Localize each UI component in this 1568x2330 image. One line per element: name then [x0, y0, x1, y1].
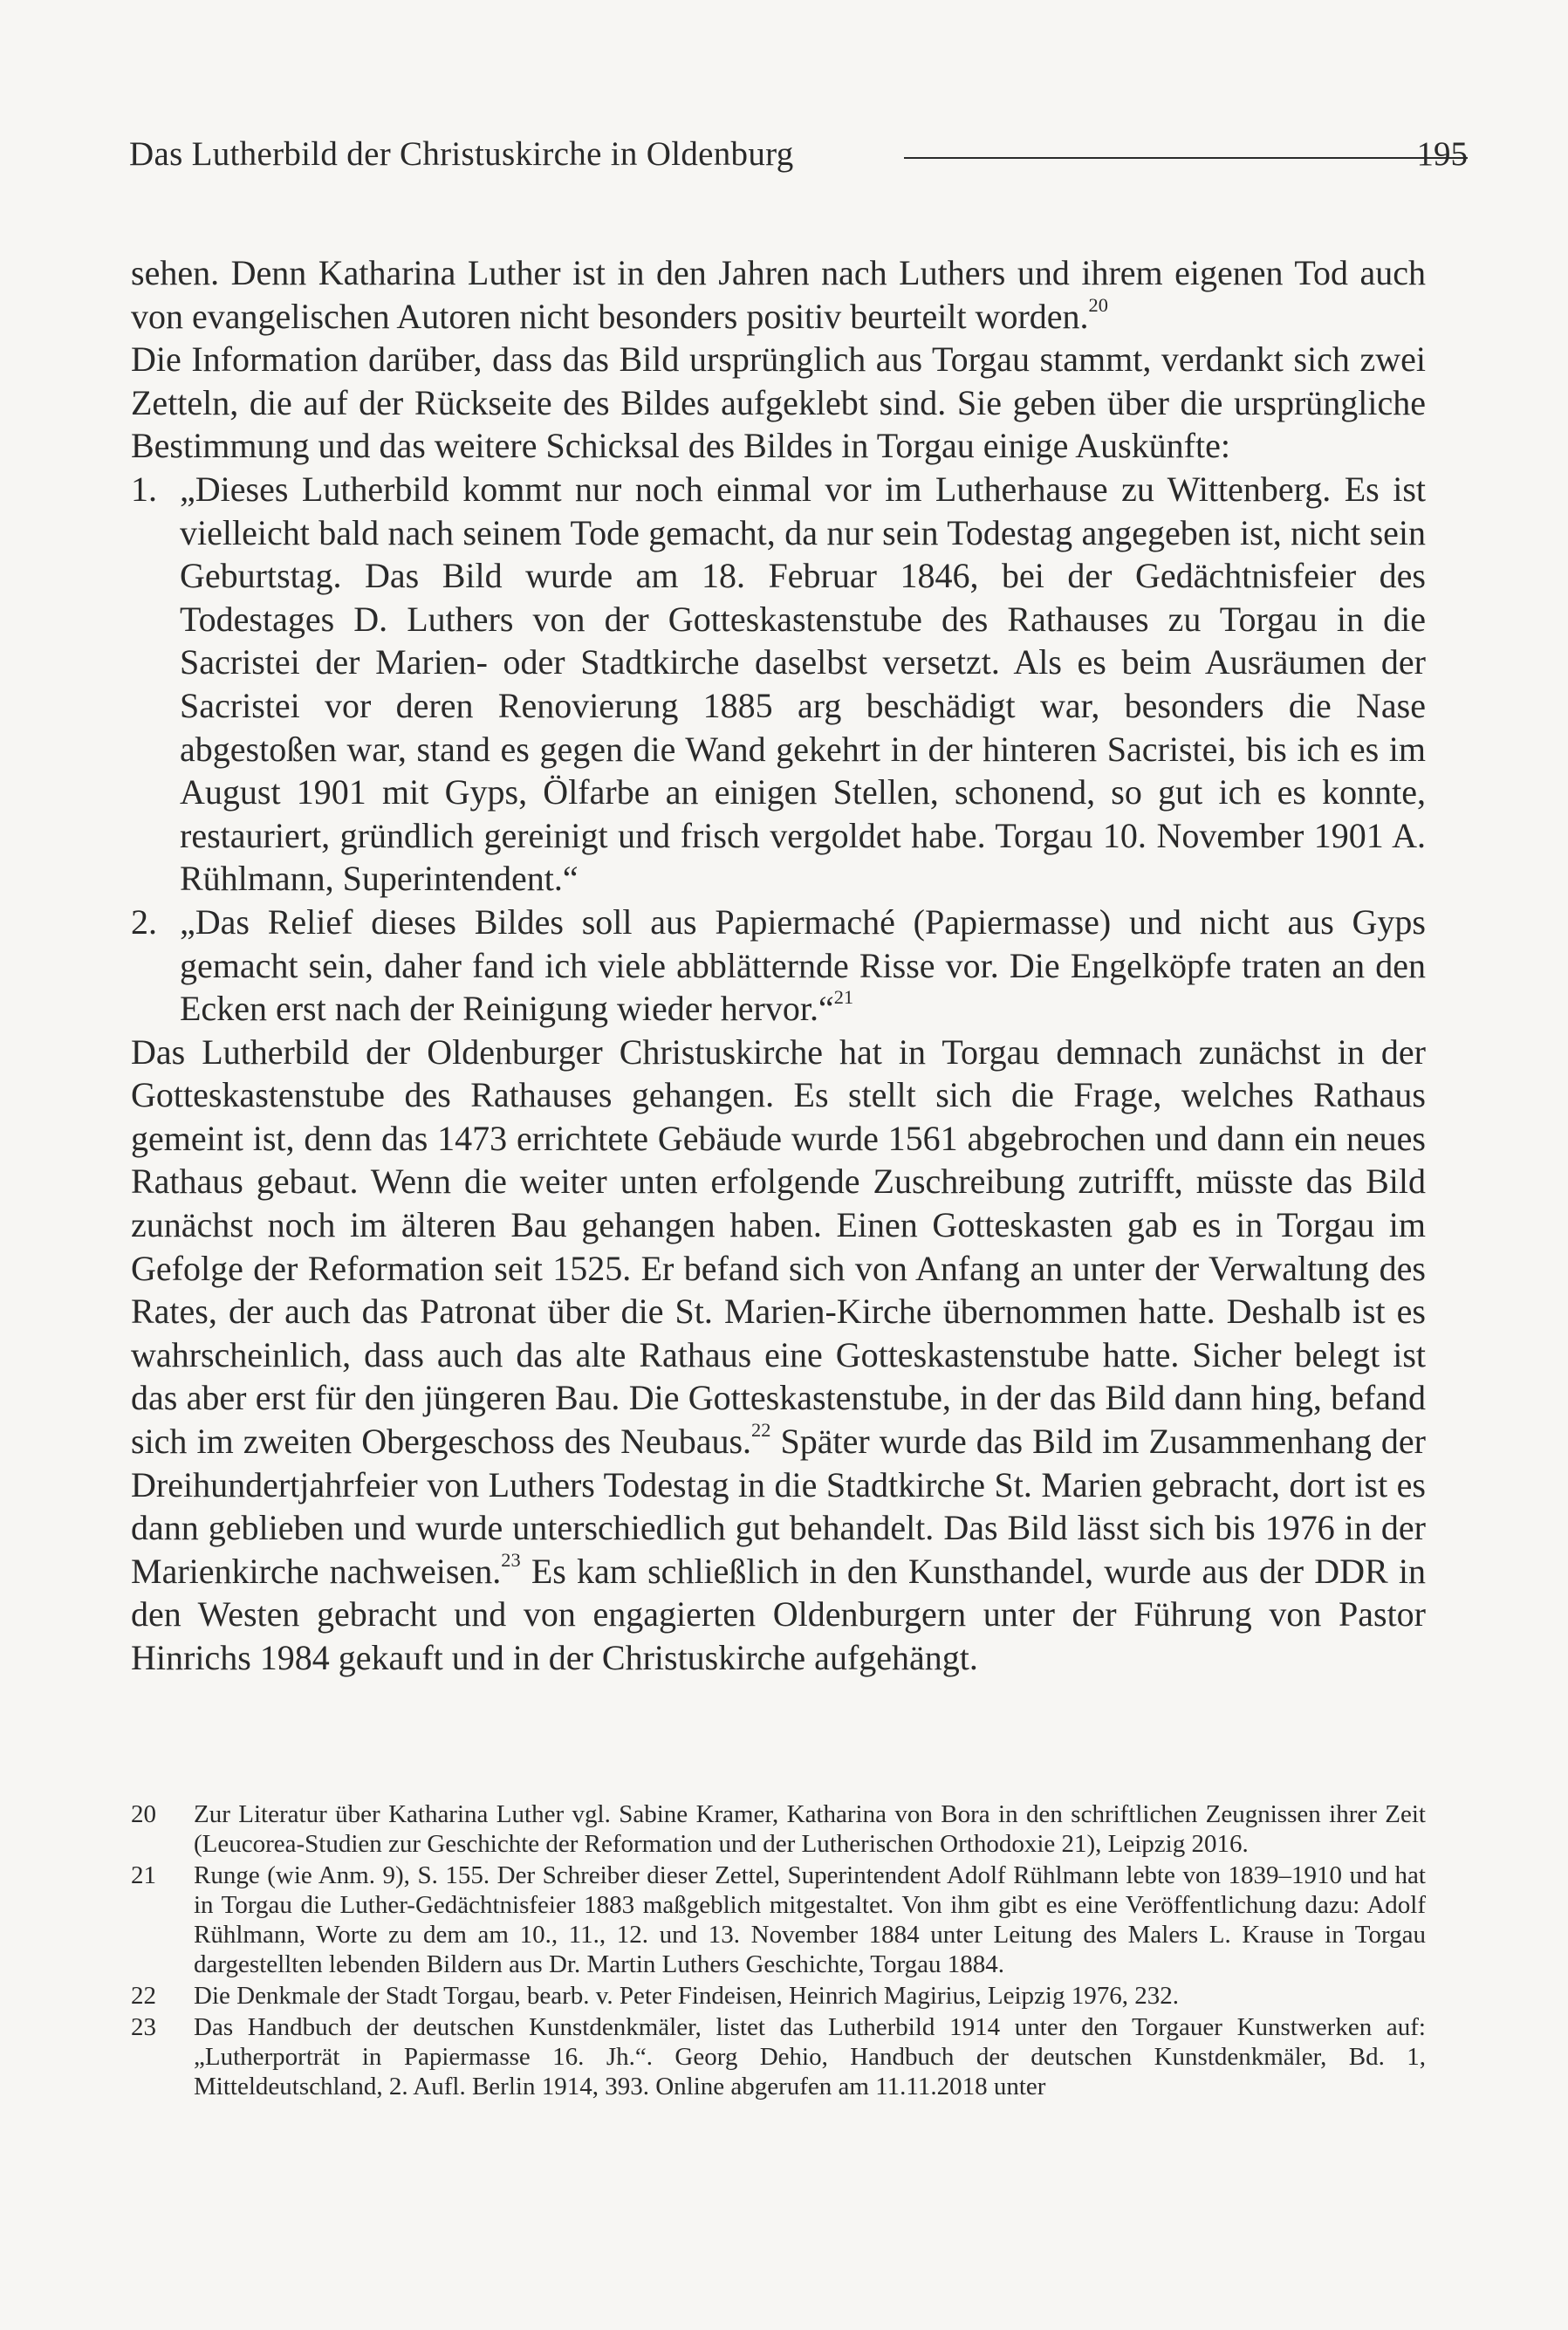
header-rule: [904, 157, 1468, 159]
list-item: [131, 901, 1426, 1031]
list-number: 2.: [131, 901, 157, 942]
footnote-number: 21: [131, 1861, 156, 1889]
footnote-ref: 23: [501, 1548, 521, 1571]
footnote-text: Runge (wie Anm. 9), S. 155. Der Schreiber dieser Zettel, Superintendent Adolf Rühlmann lebte von 1839–1910 und hat in Torgau die Luther-Gedächtnisfeier 1883 maßgeblich mitgestaltet. Von ihm gibt es eine Veröffentlichung dazu: Adolf Rühlmann, Worte zu dem am 10., 11., 12. und 13. November 1884 unter Leitung des Malers L. Krause in Torgau dargestellten lebenden Bildern aus Dr. Martin Luthers Geschichte, Torgau 1884.: [194, 1861, 1426, 1978]
footnote-number: 23: [131, 2013, 156, 2041]
footnote-ref: 21: [833, 986, 854, 1009]
footnote-text: Zur Literatur über Katharina Luther vgl. Sabine Kramer, Katharina von Bora in den schriftlichen Zeugnissen ihrer Zeit (Leucorea-Studien zur Geschichte der Reformation und der Lutherischen Orthodoxie 21), Leipzig 2016.: [194, 1800, 1426, 1858]
footnote: [131, 2012, 1426, 2101]
footnote-text: Das Handbuch der deutschen Kunstdenkmäler, listet das Lutherbild 1914 unter den Torgauer Kunstwerken auf: „Lutherporträt in Papiermasse 16. Jh.“. Georg Dehio, Handbuch der deutschen Kunstdenkmäler, Bd. 1, Mitteldeutschland, 2. Aufl. Berlin 1914, 393. Online abgerufen am 11.11.2018 unter: [194, 2013, 1426, 2100]
footnote: [131, 1981, 1426, 2011]
paragraph: [131, 251, 1426, 338]
footnote: [131, 1861, 1426, 1979]
main-text: [131, 251, 1426, 1680]
list-item: [131, 468, 1426, 901]
list-item-text: „Dieses Lutherbild kommt nur noch einmal vor im Lutherhause zu Wittenberg. Es ist vielleicht bald nach seinem Tode gemacht, da nur sein Todestag angegeben ist, nicht sein Geburtstag. Das Bild wurde am 18. Februar 1846, bei der Gedächtnisfeier des Todestages D. Luthers von der Gotteskastenstube des Rathauses zu Torgau in die Sacristei der Marien- oder Stadtkirche daselbst versetzt. Als es beim Ausräumen der Sacristei vor deren Renovierung 1885 arg beschädigt war, besonders die Nase abgestoßen war, stand es gegen die Wand gekehrt in der hinteren Sacristei, bis ich es im August 1901 mit Gyps, Ölfarbe an einigen Stellen, schonend, so gut ich es konnte, restauriert, gründlich gereinigt und frisch vergoldet habe. Torgau 10. November 1901 A. Rühlmann, Superintendent.“: [180, 469, 1426, 899]
list-number: 1.: [131, 469, 157, 509]
footnote-ref: 22: [751, 1419, 771, 1441]
footnote-number: 22: [131, 1982, 156, 2010]
running-title: Das Lutherbild der Christuskirche in Oldenburg: [129, 135, 794, 173]
paragraph: Das Lutherbild der Oldenburger Christuskirche hat in Torgau demnach zunächst in der Gotteskastenstube des Rathauses gehangen. Es stellt sich die Frage, welches Rathaus gemeint ist, denn das 1473 errichtete Gebäude wurde 1561 abgebrochen und dann ein neues Rathaus gebaut. Wenn die weiter unten erfolgende Zuschreibung zutrifft, müsste das Bild zunächst noch im älteren Bau gehangen haben. Einen Gotteskasten gab es in Torgau im Gefolge der Reformation seit 1525. Er befand sich von Anfang an unter der Verwaltung des Rates, der auch das Patronat über die St. Marien-Kirche übernommen hatte. Deshalb ist es wahrscheinlich, dass auch das alte Rathaus eine Gotteskastenstube hatte. Sicher belegt ist das aber erst für den jüngeren Bau. Die Gotteskastenstube, in der das Bild dann hing, befand sich im zweiten Obergeschoss des Neubaus.$^{22}$ Später wurde das Bild im Zusammenhang der Dreihundertjahrfeier von Luthers Todestag in die Stadtkirche St. Marien gebracht, dort ist es dann geblieben und wurde unterschiedlich gut behandelt. Das Bild lässt sich bis 1976 in der Marienkirche nachweisen.$^{23}$ Es kam schließlich in den Kunsthandel, wurde aus der DDR in den Westen gebracht und von engagierten Oldenburgern unter der Führung von Pastor Hinrichs 1984 gekauft und in der Christuskirche aufgehängt.: [131, 1031, 1427, 1677]
paragraph: Die Information darüber, dass das Bild ursprünglich aus Torgau stammt, verdankt sich zwei Zetteln, die auf der Rückseite des Bildes aufgeklebt sind. Sie geben über die ursprüngliche Bestimmung und das weitere Schicksal des Bildes in Torgau einige Auskünfte:: [131, 339, 1426, 466]
paragraph-text: sehen. Denn Katharina Luther ist in den Jahren nach Luthers und ihrem eigenen Tod auch von evangelischen Autoren nicht besonders positiv beurteilt worden.: [131, 253, 1426, 336]
footnote-number: 20: [131, 1800, 156, 1828]
list-item-text: „Das Relief dieses Bildes soll aus Papiermaché (Papiermasse) und nicht aus Gyps gemacht sein, daher fand ich viele abblätternde Risse vor. Die Engelköpfe traten an den Ecken erst nach der Reinigung wieder hervor.“$^{21}$: [180, 901, 1426, 1029]
footnotes: [131, 1799, 1426, 2103]
footnote: [131, 1799, 1426, 1859]
page-number: 195: [1416, 135, 1468, 173]
quoted-notes-list: [131, 468, 1426, 1031]
footnote-text: Die Denkmale der Stadt Torgau, bearb. v. Peter Findeisen, Heinrich Magirius, Leipzig 1976, 232.: [194, 1982, 1179, 2010]
footnote-ref: 20: [1088, 293, 1108, 316]
running-header: [129, 134, 1468, 187]
